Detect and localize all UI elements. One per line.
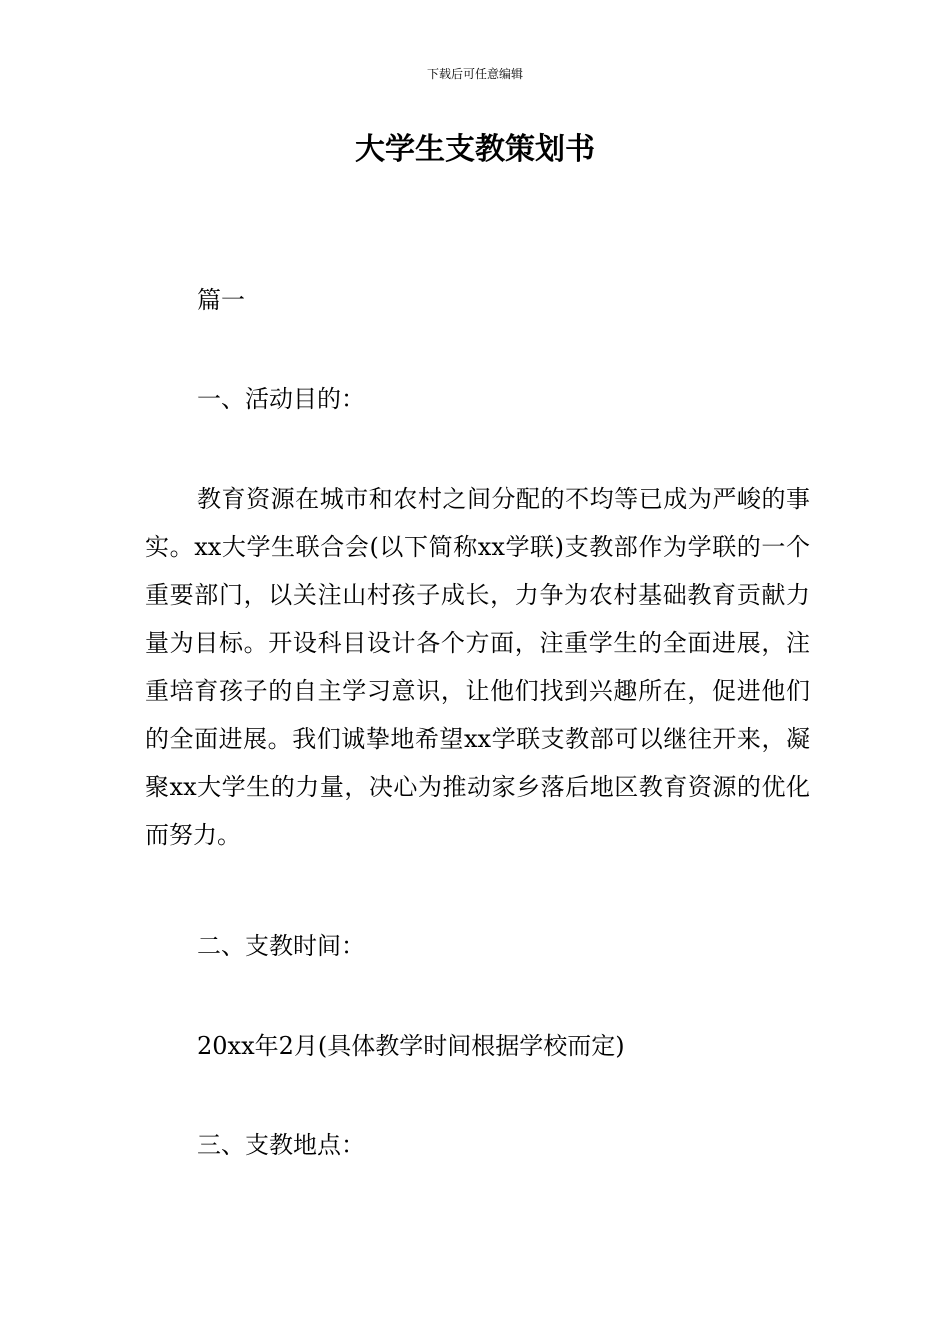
heading-activity-purpose: 一、活动目的： xyxy=(197,385,365,413)
heading-teaching-location: 三、支教地点： xyxy=(197,1131,365,1159)
document-title: 大学生支教策划书 xyxy=(355,132,595,167)
paragraph-activity-purpose: 教育资源在城市和农村之间分配的不均等已成为严峻的事实。xx大学生联合会(以下简称xx学联)支教部作为学联的一个重要部门，以关注山村孩子成长，力争为农村基础教育贡献力量为目标。开设科目设计各个方面，注重学生的全面进展，注重培育孩子的自主学习意识，让他们找到兴趣所在，促进他们的全面进展。我们诚挚地希望xx学联支教部可以继往开来，凝聚xx大学生的力量，决心为推动家乡落后地区教育资源的优化而努力。 xyxy=(145,485,810,849)
heading-teaching-time: 二、支教时间： xyxy=(197,932,365,960)
paragraph-teaching-time: 20xx年2月(具体教学时间根据学校而定) xyxy=(197,1032,625,1060)
header-note: 下载后可任意编辑 xyxy=(426,67,523,81)
section-label: 篇一 xyxy=(197,286,245,314)
